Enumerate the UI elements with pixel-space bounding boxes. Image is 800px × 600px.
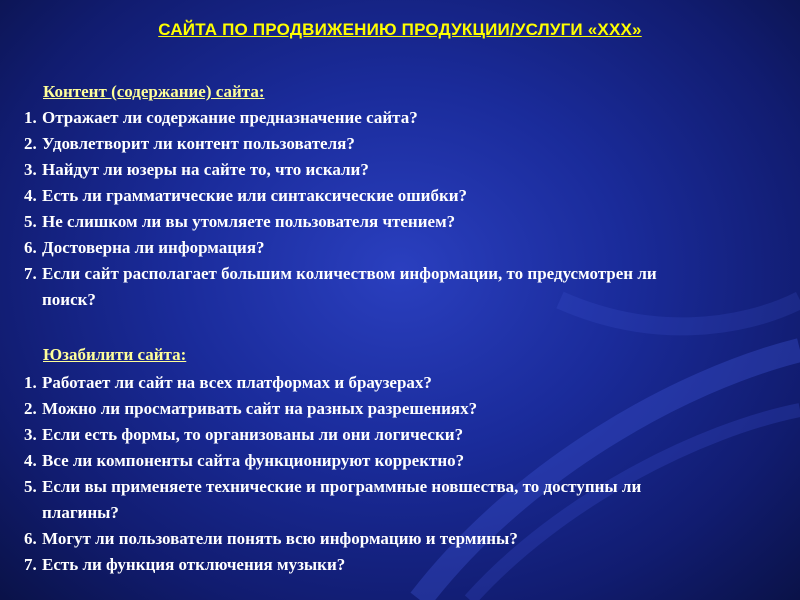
item-text: Не слишком ли вы утомляете пользователя чтением? [42, 212, 456, 231]
item-number: 2. [24, 134, 37, 153]
slide-title: САЙТА ПО ПРОДВИЖЕНИЮ ПРОДУКЦИИ/УСЛУГИ «ХХХ» [158, 20, 642, 39]
list-item [24, 157, 724, 183]
list-item [24, 396, 724, 422]
list-item [24, 261, 682, 313]
item-text: Отражает ли содержание предназначение сайта? [42, 108, 418, 127]
content-section-heading: Контент (содержание) сайта: [43, 82, 265, 101]
list-item [24, 526, 724, 552]
list-item [24, 235, 724, 261]
content-checklist [24, 105, 724, 313]
item-text: Есть ли грамматические или синтаксические ошибки? [42, 186, 468, 205]
item-text: Можно ли просматривать сайт на разных разрешениях? [42, 399, 478, 418]
list-item [24, 370, 724, 396]
item-text: Если сайт располагает большим количеством информации, то предусмотрен ли поиск? [42, 264, 657, 309]
list-item [24, 209, 724, 235]
item-number: 7. [24, 264, 37, 283]
list-item [24, 448, 724, 474]
item-number: 7. [24, 555, 37, 574]
item-number: 1. [24, 373, 37, 392]
item-text: Достоверна ли информация? [42, 238, 265, 257]
item-number: 4. [24, 451, 37, 470]
list-item [24, 183, 724, 209]
item-text: Найдут ли юзеры на сайте то, что искали? [42, 160, 369, 179]
list-item [24, 474, 712, 526]
item-text: Все ли компоненты сайта функционируют корректно? [42, 451, 465, 470]
list-item [24, 105, 724, 131]
item-number: 3. [24, 425, 37, 444]
item-number: 6. [24, 238, 37, 257]
item-text: Удовлетворит ли контент пользователя? [42, 134, 355, 153]
item-number: 2. [24, 399, 37, 418]
item-number: 5. [24, 212, 37, 231]
item-number: 3. [24, 160, 37, 179]
item-text: Могут ли пользователи понять всю информацию и термины? [42, 529, 518, 548]
item-number: 5. [24, 477, 37, 496]
item-text: Есть ли функция отключения музыки? [42, 555, 346, 574]
item-number: 4. [24, 186, 37, 205]
item-text: Если вы применяете технические и программные новшества, то доступны ли плагины? [42, 477, 642, 522]
item-number: 1. [24, 108, 37, 127]
usability-section-heading: Юзабилити сайта: [43, 345, 187, 364]
item-number: 6. [24, 529, 37, 548]
item-text: Если есть формы, то организованы ли они логически? [42, 425, 464, 444]
list-item [24, 422, 724, 448]
item-text: Работает ли сайт на всех платформах и браузерах? [42, 373, 432, 392]
usability-checklist [24, 370, 724, 578]
list-item [24, 131, 724, 157]
list-item [24, 552, 724, 578]
